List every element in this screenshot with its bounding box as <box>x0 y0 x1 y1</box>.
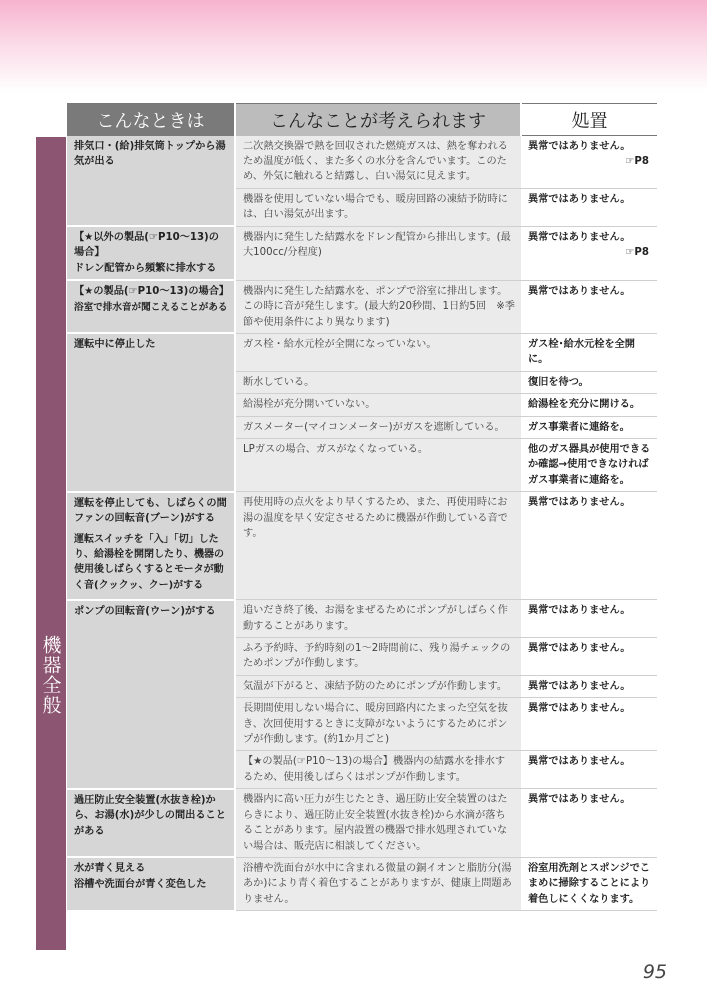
action-cell: 他のガス器具が使用できるか確認→使用できなければガス事業者に連絡を。 <box>521 439 657 492</box>
cause-cell: 機器内に発生した結露水をドレン配管から排出します。(最大100cc/分程度) <box>235 226 521 280</box>
symptom-cell: 過圧防止安全装置(水抜き栓)から、お湯(水)が少しの間出ることがある <box>67 789 235 858</box>
cause-cell: 追いだき終了後、お湯をまぜるためにポンプがしばらく作動することがあります。 <box>235 600 521 638</box>
action-cell: 給湯栓を充分に開ける。 <box>521 394 657 416</box>
table-row <box>67 492 657 600</box>
header-gradient-band <box>0 0 707 92</box>
table-row <box>67 280 657 333</box>
action-cell: 異常ではありません。 <box>521 638 657 676</box>
table-row <box>67 333 657 371</box>
action-cell: 復旧を待つ。 <box>521 371 657 393</box>
action-cell: 異常ではありません。 <box>521 600 657 638</box>
table-row <box>67 136 657 189</box>
page-number: 95 <box>642 961 667 983</box>
header-cause: こんなことが考えられます <box>235 104 521 136</box>
troubleshooting-table <box>67 103 657 912</box>
cause-cell: ふろ予約時、予約時刻の1～2時間前に、残り湯チェックのためポンプが作動します。 <box>235 638 521 676</box>
cause-cell: 機器内に高い圧力が生じたとき、過圧防止安全装置のはたらきにより、過圧防止安全装置(水抜き栓)から水滴が落ちることがあります。屋内設置の機器で排水処理されていない場合は、販売店に相談してください。 <box>235 789 521 858</box>
cause-cell: 【★の製品(☞P10～13)の場合】機器内の結露水を排水するため、使用後しばらくはポンプが作動します。 <box>235 751 521 789</box>
action-cell: 異常ではありません。 <box>521 675 657 697</box>
symptom-cell: 水が青く見える 浴槽や洗面台が青く変色した <box>67 857 235 910</box>
action-cell: ガス事業者に連絡を。 <box>521 416 657 438</box>
cause-cell: LPガスの場合、ガスがなくなっている。 <box>235 439 521 492</box>
action-cell: 浴室用洗剤とスポンジでこまめに掃除することにより着色しにくくなります。 <box>521 857 657 910</box>
action-cell: 異常ではありません。 <box>521 188 657 226</box>
section-side-tab <box>36 137 66 950</box>
symptom-cell: 【★の製品(☞P10～13)の場合】 浴室で排水音が聞こえることがある <box>67 280 235 333</box>
cause-cell: 機器内に発生した結露水を、ポンプで浴室に排出します。この時に音が発生します。(最大約20秒間、1日約5回 ※季節や使用条件により異なります) <box>235 280 521 333</box>
section-side-label: 機器全般 <box>39 635 62 715</box>
cause-cell: 二次熱交換器で熱を回収された燃焼ガスは、熱を奪われるため温度が低く、また多くの水分を含んでいます。このため、外気に触れると結露し、白い湯気に見えます。 <box>235 136 521 189</box>
action-cell: 異常ではありません。 <box>521 280 657 333</box>
table-row <box>67 857 657 910</box>
cause-cell: 気温が下がると、凍結予防のためにポンプが作動します。 <box>235 675 521 697</box>
cause-cell: 給湯栓が充分開いていない。 <box>235 394 521 416</box>
symptom-cell: 【★以外の製品(☞P10～13)の場合】 ドレン配管から頻繁に排水する <box>67 226 235 280</box>
action-cell: 異常ではありません。 <box>521 789 657 858</box>
cause-cell: 長期間使用しない場合に、暖房回路内にたまった空気を抜き、次回使用するときに支障がないようにするためにポンプが作動します。(約1か月ごと) <box>235 698 521 751</box>
cause-cell: 再使用時の点火をより早くするため、また、再使用時にお湯の温度を早く安定させるために機器が作動している音です。 <box>235 492 521 600</box>
action-cell: 異常ではありません。 <box>521 698 657 751</box>
cause-cell: 断水している。 <box>235 371 521 393</box>
header-action: 処置 <box>521 104 657 136</box>
table-row <box>67 789 657 858</box>
action-cell: 異常ではありません。 ☞P8 <box>521 136 657 189</box>
cause-cell: 浴槽や洗面台が水中に含まれる微量の銅イオンと脂肪分(湯あか)により青く着色することがありますが、健康上問題ありません。 <box>235 857 521 910</box>
action-cell: 異常ではありません。 <box>521 751 657 789</box>
symptom-cell: 運転中に停止した <box>67 333 235 491</box>
symptom-cell: ポンプの回転音(ウーン)がする <box>67 600 235 789</box>
page-reference[interactable]: ☞P8 <box>625 246 649 258</box>
header-symptom: こんなときは <box>67 104 235 136</box>
action-cell: ガス栓･給水元栓を全開に。 <box>521 333 657 371</box>
page-reference[interactable]: ☞P8 <box>625 156 649 168</box>
table-row <box>67 600 657 638</box>
action-cell: 異常ではありません。 <box>521 492 657 600</box>
table-row <box>67 226 657 280</box>
symptom-cell: 排気口・(給)排気筒トップから湯気が出る <box>67 136 235 227</box>
cause-cell: 機器を使用していない場合でも、暖房回路の凍結予防時には、白い湯気が出ます。 <box>235 188 521 226</box>
table-header-row <box>67 104 657 136</box>
cause-cell: ガスメーター(マイコンメーター)がガスを遮断している。 <box>235 416 521 438</box>
action-cell: 異常ではありません。 ☞P8 <box>521 226 657 280</box>
symptom-cell: 運転を停止しても、しばらくの間ファンの回転音(ブーン)がする 運転スイッチを「入」「切」したり、給湯栓を開閉したり、機器の使用後しばらくするとモータが動く音(クックッ、クー)がする <box>67 492 235 600</box>
cause-cell: ガス栓・給水元栓が全開になっていない。 <box>235 333 521 371</box>
